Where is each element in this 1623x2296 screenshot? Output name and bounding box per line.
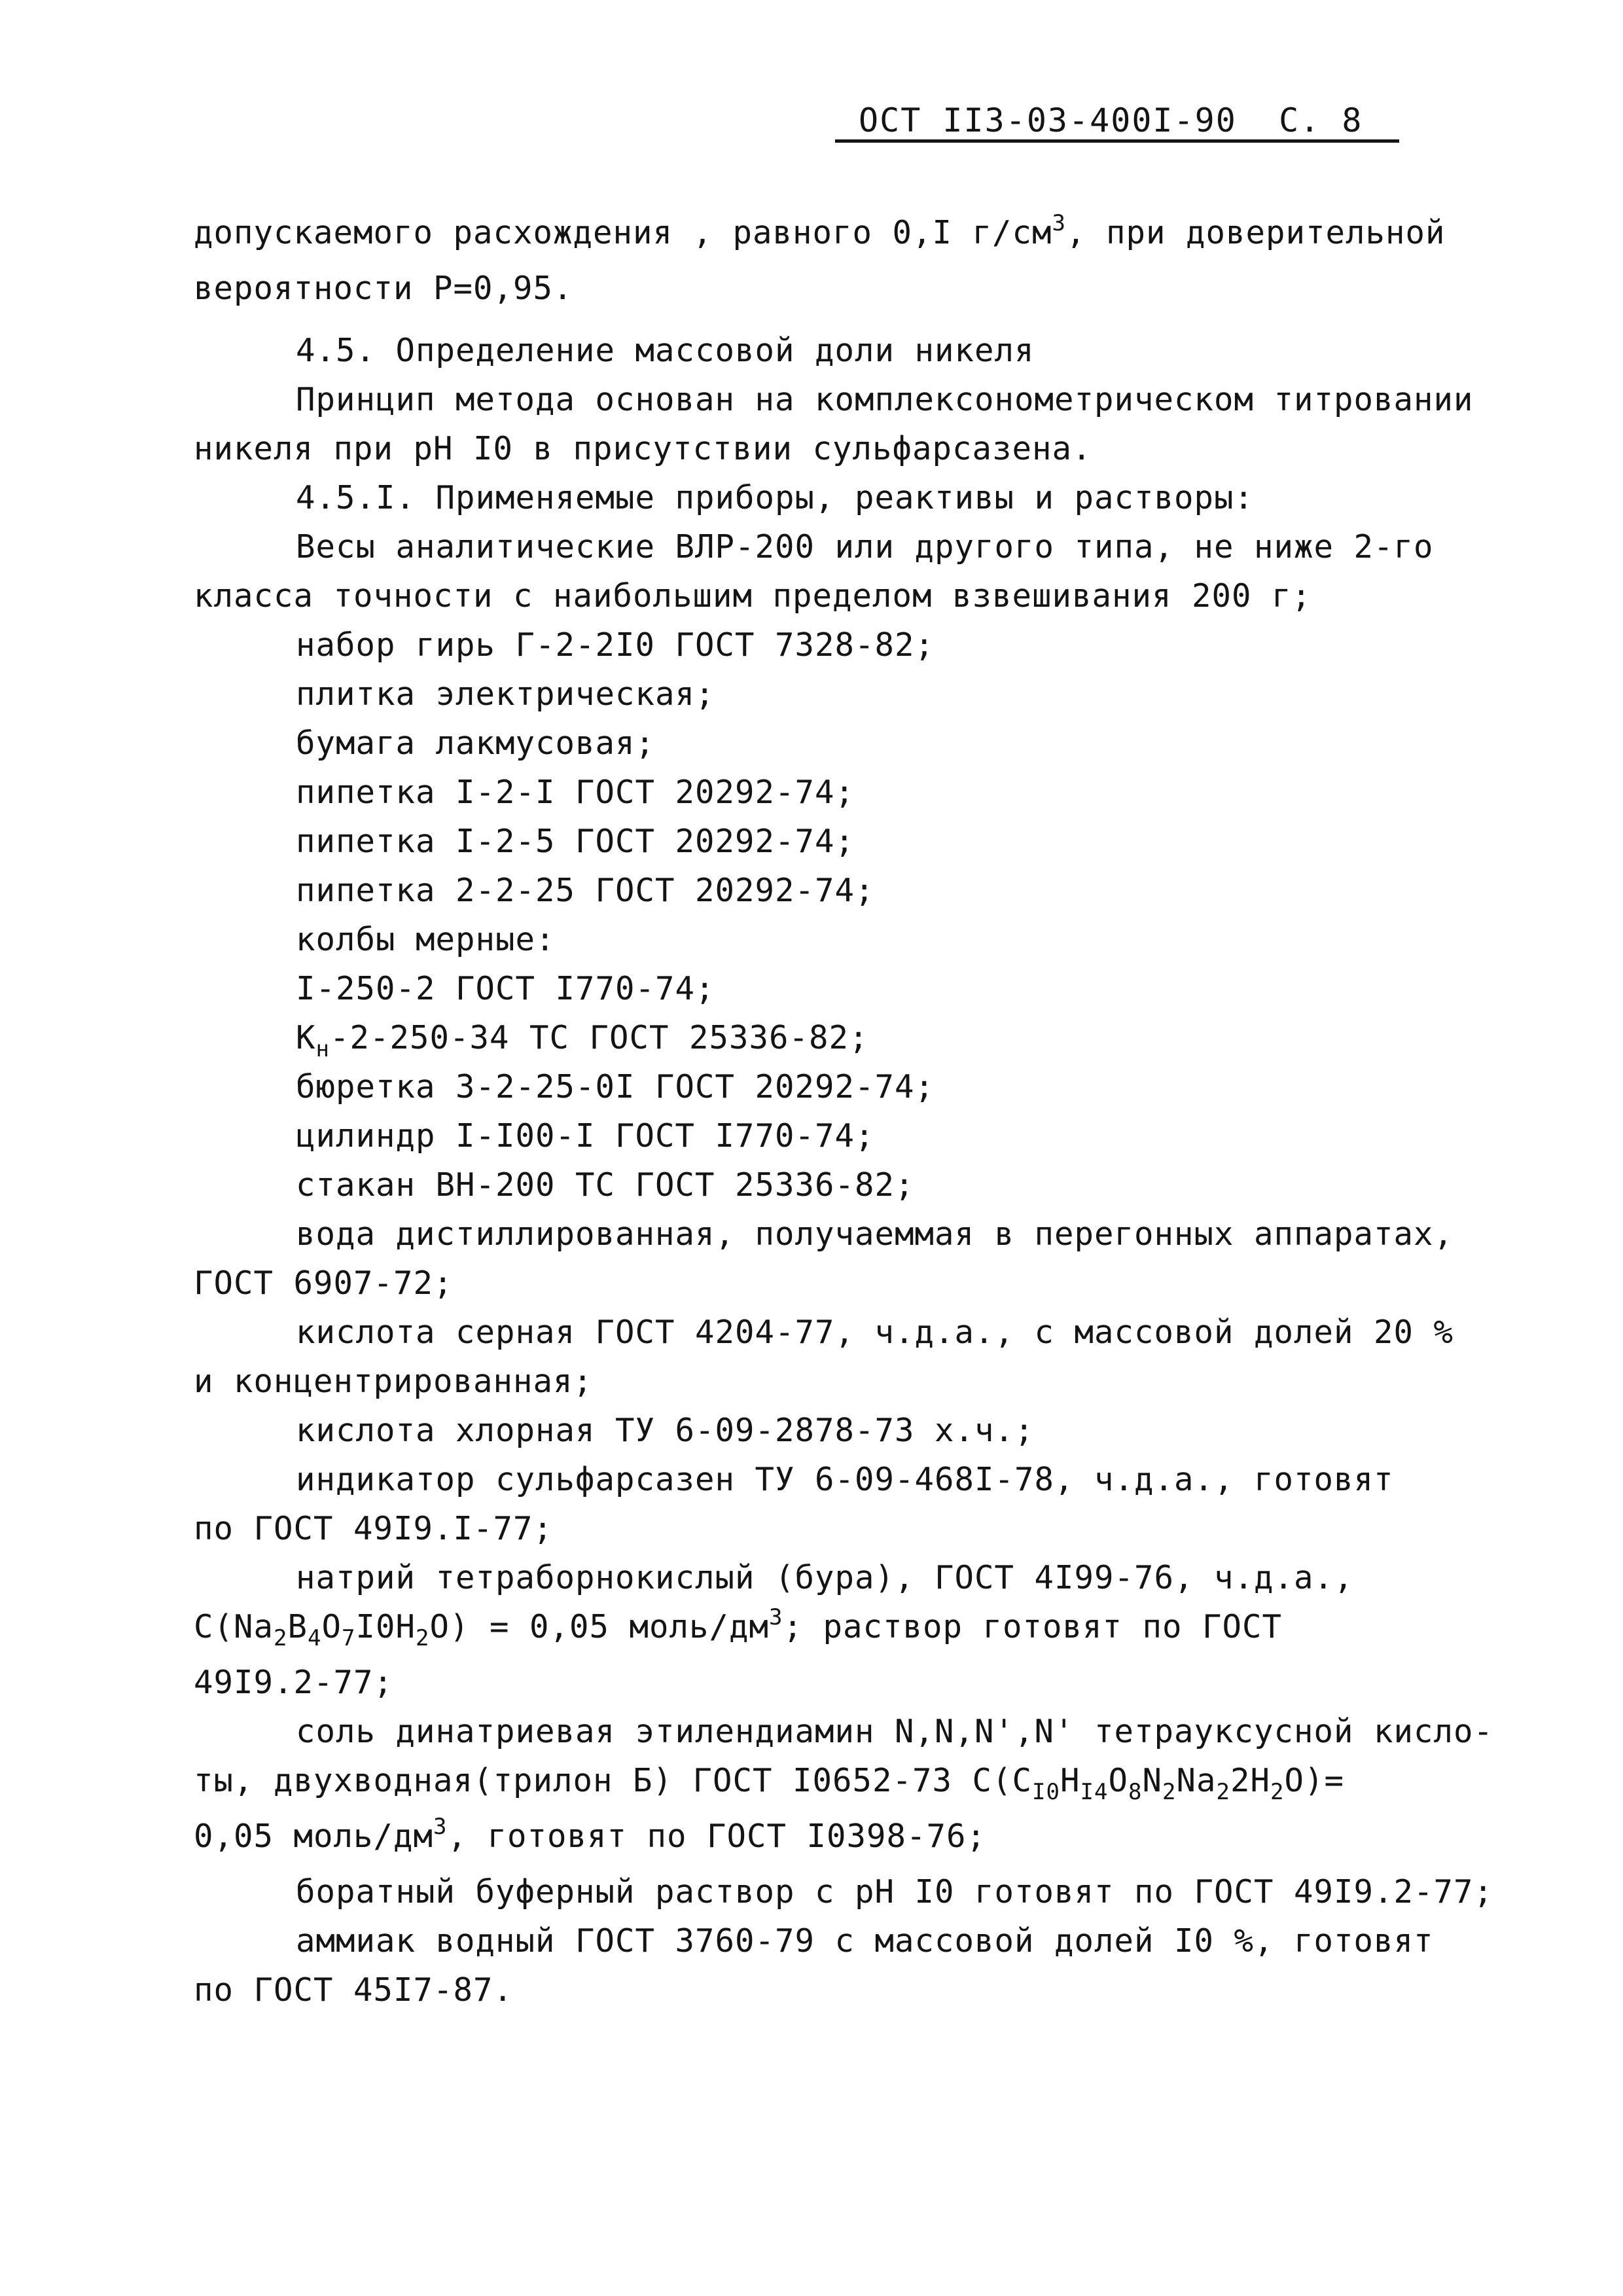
text-line: по ГОСТ 49I9.I-77; (194, 1510, 554, 1547)
list-item: стакан ВН-200 ТС ГОСТ 25336-82; (296, 1166, 915, 1204)
list-item: пипетка I-2-5 ГОСТ 20292-74; (296, 823, 855, 860)
list-item: бюретка 3-2-25-0I ГОСТ 20292-74; (296, 1068, 935, 1105)
list-item: бумага лакмусовая; (296, 725, 656, 762)
list-item: пипетка 2-2-25 ГОСТ 20292-74; (296, 872, 875, 909)
page-number: С. 8 (1279, 101, 1363, 139)
list-item: натрий тетраборнокислый (бура), ГОСТ 4I99-76, ч.д.а., (296, 1559, 1354, 1596)
list-item: кислота серная ГОСТ 4204-77, ч.д.а., с массовой долей 20 % (296, 1314, 1454, 1351)
formula-line: ты, двухводная(трилон Б) ГОСТ I0652-73 $С(С_{I0}H_{I4}O_8N_2Na_22H_2O)=$ (194, 1762, 1344, 1805)
list-item: I-250-2 ГОСТ I770-74; (296, 970, 715, 1007)
document-code: ОСТ II3-03-400I-90 (859, 101, 1237, 139)
list-item: плитка электрическая; (296, 675, 715, 713)
list-item: $К_н-2-250-34$ ТС ГОСТ 25336-82; (296, 1019, 869, 1062)
list-item: вода дистиллированная, получаеммая в перегонных аппаратах, (296, 1215, 1454, 1253)
text-line: допускаемого расхождения , равного 0,I $г/см^3$, при доверительной (194, 210, 1446, 251)
text-line: по ГОСТ 45I7-87. (194, 1971, 514, 2009)
list-item: кислота хлорная ТУ 6-09-2878-73 х.ч.; (296, 1412, 1035, 1449)
list-item: индикатор сульфарсазен ТУ 6-09-468I-78, ч.д.а., готовят (296, 1461, 1394, 1498)
list-item: пипетка I-2-I ГОСТ 20292-74; (296, 774, 855, 811)
text-line: никеля при рН I0 в присутствии сульфарсазена. (194, 430, 1092, 467)
document-body (194, 208, 1494, 2015)
list-item: колбы мерные: (296, 921, 556, 958)
text-line: вероятности Р=0,95. (194, 270, 573, 307)
text-line: и концентрированная; (194, 1363, 594, 1400)
text-line: класса точности с наибольшим пределом взвешивания 200 г; (194, 577, 1312, 615)
section-heading: 4.5. Определение массовой доли никеля (296, 332, 1035, 369)
list-item: аммиак водный ГОСТ 3760-79 с массовой долей I0 %, готовят (296, 1922, 1434, 1960)
list-item: соль динатриевая этилендиамин N,N,N',N' тетрауксусной кисло- (296, 1713, 1494, 1750)
list-item: цилиндр I-I00-I ГОСТ I770-74; (296, 1117, 875, 1155)
list-item: набор гирь Г-2-2I0 ГОСТ 7328-82; (296, 626, 935, 664)
text-line: 0,05 моль/$дм^3$, готовят по ГОСТ I0398-76; (194, 1814, 987, 1855)
text-line: Принцип метода основан на комплексонометрическом титровании (296, 381, 1474, 418)
subsection-heading: 4.5.I. Применяемые приборы, реактивы и растворы: (296, 479, 1255, 516)
list-item: боратный буферный раствор с рН I0 готовят по ГОСТ 49I9.2-77; (296, 1873, 1494, 1910)
formula-line: $С(Na_2B_4O_7I0H_2O) = 0,05$ моль/$дм^3$; раствор готовят по ГОСТ (194, 1604, 1283, 1651)
text-line: 49I9.2-77; (194, 1664, 394, 1701)
text-line: Весы аналитические ВЛР-200 или другого типа, не ниже 2-го (296, 528, 1434, 565)
text-line: ГОСТ 6907-72; (194, 1265, 454, 1302)
page-header (835, 101, 1399, 143)
